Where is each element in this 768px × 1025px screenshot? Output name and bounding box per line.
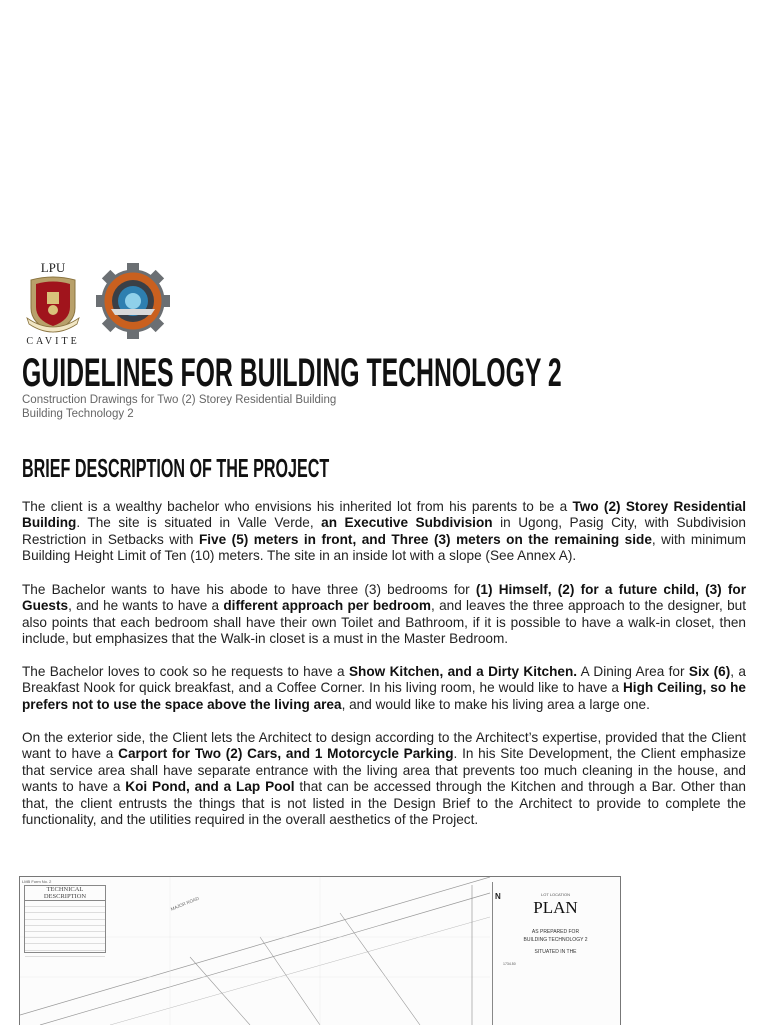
table-row <box>25 951 105 957</box>
paragraph-site: The client is a wealthy bachelor who envisions his inherited lot from his parents to be a Two (2) Storey Residential Building. The site is situated in Valle Verde, an Executive Subdivision in Ugong, Pasig City, with Subdivision Restriction in Setbacks with Five (5) meters in front, and Three (3) meters on the remaining side, with minimum Building Height Limit of Ten (10) meters. The site in an inside lot with a slope (See Annex A). <box>22 499 747 564</box>
paragraph-bedrooms: The Bachelor wants to have his abode to have three (3) bedrooms for (1) Himself, (2) for a future child, (3) for Guests, and he wants to have a different approach per bedroom, and leaves the three approach to the designer, but also points that each bedroom shall have their own Toilet and Bathroom, if it is possible to have a walk-in closet, then include, but emphasizes that the Walk-in closet is a must in the Master Bedroom. <box>22 582 747 647</box>
paragraph-kitchen: The Bachelor loves to cook so he requests to have a Show Kitchen, and a Dirty Kitchen. A Dining Area for Six (6), a Breakfast Nook for quick breakfast, and a Coffee Corner. In his living room, he would like to have a High Ceiling, so he prefers not to use the space above the living area, and would like to make his living area a large one. <box>22 664 746 712</box>
section-heading: BRIEF DESCRIPTION OF THE PROJECT <box>22 453 330 483</box>
document-subtitle: Construction Drawings for Two (2) Storey Residential Building <box>22 394 337 406</box>
lpu-shield-icon <box>25 274 81 336</box>
plan-label: PLAN <box>533 898 578 917</box>
lot-location-label: LOT LOCATION <box>541 892 570 897</box>
title-block <box>492 882 618 1025</box>
lpu-logo-text: LPU <box>40 260 66 275</box>
logos <box>22 260 192 350</box>
prepared-label: AS PREPARED FOR <box>531 929 580 935</box>
lot-area-value: 1734.50 <box>503 962 516 966</box>
lpu-campus-label: CAVITE <box>26 336 80 347</box>
gear-logo-icon <box>96 262 170 340</box>
course-name: Building Technology 2 <box>22 408 134 420</box>
prepared-for: BUILDING TECHNOLOGY 2 <box>523 937 588 943</box>
lpu-logo <box>22 260 84 350</box>
form-number: LMB Form No. 2 <box>22 879 52 884</box>
lot-plan-drawing <box>19 876 621 1025</box>
page-title: GUIDELINES FOR BUILDING TECHNOLOGY 2 <box>22 351 562 395</box>
road-label: MAJOR ROAD <box>170 895 200 912</box>
technical-description-table <box>24 885 106 953</box>
paragraph-exterior: On the exterior side, the Client lets the Architect to design according to the Architect’s expertise, provided that the Client want to have a Carport for Two (2) Cars, and 1 Motorcycle Parking. In his Site Development, the Client emphasize that service area shall have separate entrance with the living area that prevents too much cleaning in the house, and wants to have a Koi Pond, and a Lap Pool that can be accessed through the Kitchen and through a Bar. Other than that, the client entrusts the things that is not listed in the Design Brief to the Architect to provide to complete the functionality, and the utilities required in the overall aesthetics of the Project. <box>22 730 746 828</box>
technical-description-title: TECHNICAL DESCRIPTION <box>25 886 105 901</box>
situated-label: SITUATED IN THE <box>534 949 577 955</box>
north-arrow-icon: N <box>495 892 501 901</box>
